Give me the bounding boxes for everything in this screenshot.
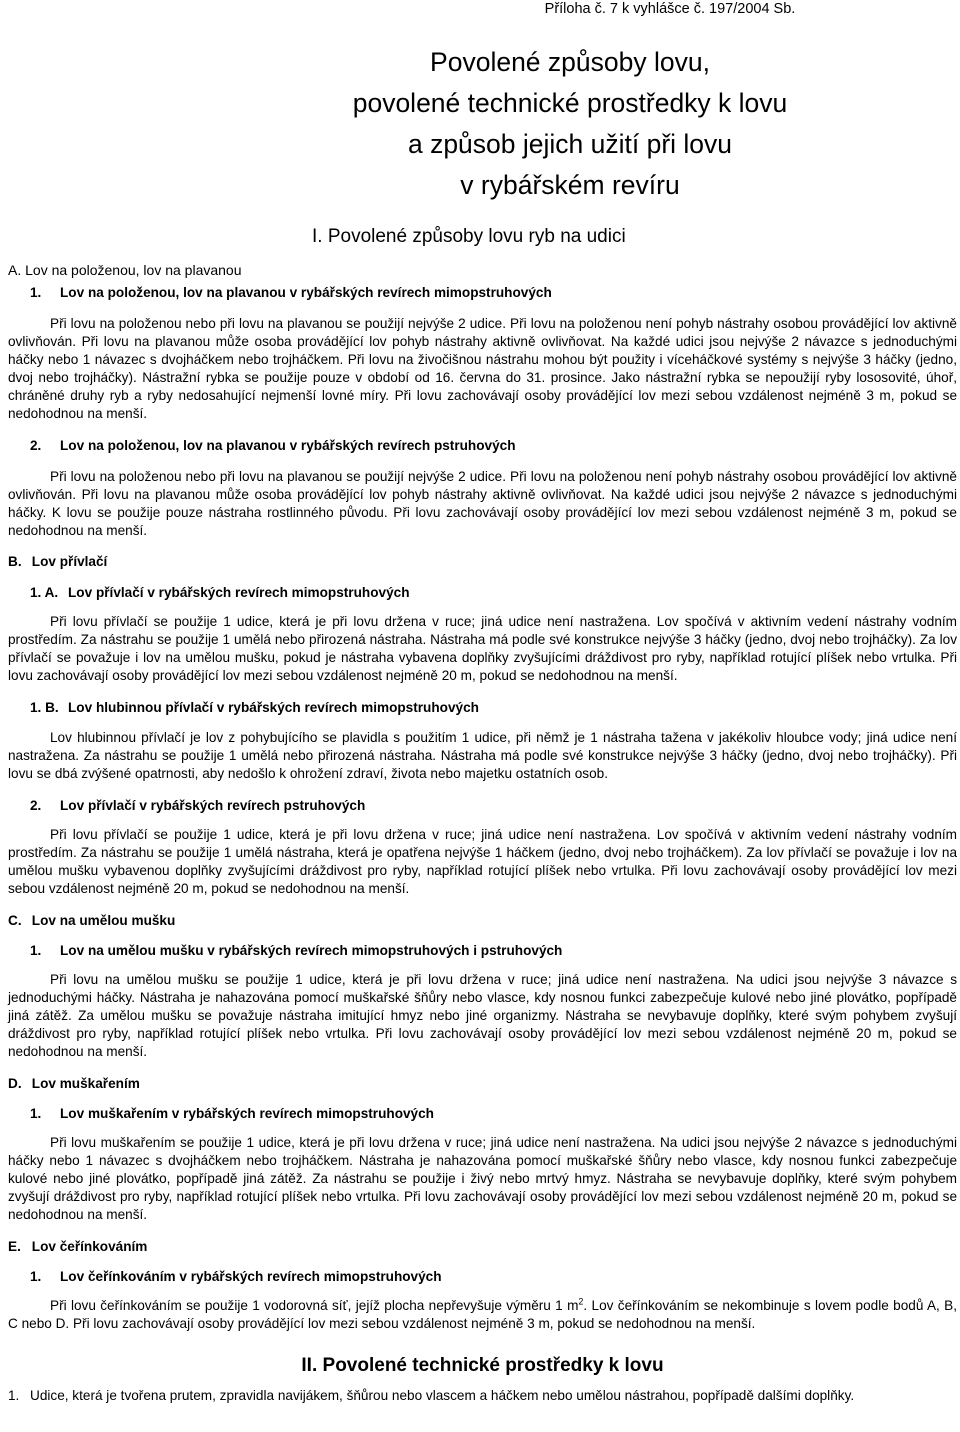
subsection-title: Lov hlubinnou přívlačí v rybářských revírech mimopstruhových	[68, 700, 479, 715]
paragraph: Při lovu přívlačí se použije 1 udice, která je při lovu držena v ruce; jiná udice není nastražena. Lov spočívá v aktivním vedení nástrahy vodním prostředím. Za nástrahu se použije 1 umělá nebo přirozená nástraha. Nástraha má podle své konstrukce nejvýše 3 háčky (jedno, dvoj nebo trojháčky). Za lov přívlačí se považuje i lov na umělou mušku, pokud je nástraha vybavena doplňky zvyšujícími dráždivost pro ryby, například rotující plíšek nebo vrtulka. Při lovu zachovávají osoby provádějící lov mezi sebou vzdálenost nejméně 20 m, pokud se nedohodnou na menší.	[8, 614, 957, 683]
list-item-number: 1.	[8, 1388, 20, 1403]
subsection-number: 1.	[30, 1106, 42, 1121]
subsection-number: 1. A.	[30, 585, 59, 600]
subsection-heading	[8, 699, 957, 717]
section-a-heading: A. Lov na položenou, lov na plavanou	[8, 262, 242, 278]
section-title: Lov čeřínkováním	[31, 1239, 148, 1254]
subsection-heading	[8, 942, 957, 960]
title-line: Povolené způsoby lovu,	[430, 47, 710, 77]
section-title: Lov muškařením	[31, 1076, 140, 1091]
annex-reference: Příloha č. 7 k vyhlášce č. 197/2004 Sb.	[544, 1, 796, 17]
subsection-heading	[8, 584, 957, 602]
subsection-heading	[8, 797, 957, 815]
list-item	[8, 1387, 957, 1405]
section-title: Lov přívlačí	[31, 554, 108, 569]
part-two-heading: II. Povolené technické prostředky k lovu	[301, 1355, 664, 1376]
document-title	[0, 42, 960, 206]
title-line: a způsob jejich užití při lovu	[407, 129, 733, 159]
section-title: Lov na umělou mušku	[31, 913, 176, 928]
section-heading	[8, 1075, 957, 1093]
subsection-title: Lov na položenou, lov na plavanou v rybářských revírech mimopstruhových	[60, 285, 552, 300]
part-one-heading: I. Povolené způsoby lovu ryb na udici	[312, 226, 626, 247]
subsection-title: Lov přívlačí v rybářských revírech mimopstruhových	[68, 585, 410, 600]
paragraph: Při lovu na umělou mušku se použije 1 udice, která je při lovu držena v ruce; jiná udice není nastražena. Na udici jsou nejvýše 3 návazce s jednoduchými háčky. Nástraha je nahazována pomocí muškařské šňůry nebo vlasce, kdy nosnou funkci zabezpečuje kulové nebo jiné plovátko, popřípadě jiná zátěž. Za umělou mušku se považuje nástraha imitující hmyz nebo jiné organizmy. Nástraha se nevybavuje doplňky, které svým pohybem zvyšují dráždivost pro ryby, například rotující plíšek nebo vrtulka. Při lovu zachovávají osoby provádějící lov mezi sebou vzdálenost nejméně 20 m, pokud se nedohodnou na menší.	[8, 972, 957, 1059]
paragraph-text: . Lov čeřínkováním se nekombinuje s lovem podle bodů A, B, C nebo D. Při lovu zachovávají osoby provádějící lov mezi sebou vzdálenost nejméně 3 m, pokud se nedohodnou na menší.	[8, 1298, 957, 1331]
paragraph: Při lovu muškařením se použije 1 udice, která je při lovu držena v ruce; jiná udice není nastražena. Na udici jsou nejvýše 2 návazce s jednoduchými háčky nebo 1 návazec s dvojháčkem nebo trojháčkem. Nástraha je nahazována pomocí muškařské šňůry nebo vlasce, kdy nosnou funkci zabezpečuje kulové nebo jiné plovátko, popřípadě jiná zátěž. Za nástrahu se použije i živý nebo mrtvý hmyz. Nástraha se nevybavuje doplňky, které svým pohybem zvyšují dráždivost pro ryby, například rotující plíšek nebo vrtulka. Při lovu zachovávají osoby provádějící lov mezi sebou vzdálenost nejméně 20 m, pokud se nedohodnou na menší.	[8, 1135, 957, 1222]
list-item-text: Udice, která je tvořena prutem, zpravidla navijákem, šňůrou nebo vlascem a háčkem nebo umělou nástrahou, popřípadě dalšími doplňky.	[30, 1388, 855, 1403]
section-number: B.	[8, 554, 22, 569]
superscript: 2	[578, 1296, 584, 1307]
subsection-heading	[8, 284, 957, 302]
title-line: v rybářském revíru	[460, 170, 680, 200]
section-heading	[8, 912, 957, 930]
document-body	[8, 284, 957, 1405]
subsection-number: 1.	[30, 943, 42, 958]
subsection-title: Lov přívlačí v rybářských revírech pstruhových	[60, 798, 366, 813]
section-heading	[8, 1238, 957, 1256]
section-number: C.	[8, 913, 22, 928]
subsection-heading	[8, 1105, 957, 1123]
paragraph: Při lovu přívlačí se použije 1 udice, která je při lovu držena v ruce; jiná udice není nastražena. Lov spočívá v aktivním vedení nástrahy vodním prostředím. Za nástrahu se použije 1 umělá nástraha, která je opatřena nejvýše 1 háčkem (jedno, dvoj nebo trojháčkem). Za lov přívlačí se považuje i lov na umělou mušku vybavenou doplňky zvyšujícími dráždivost pro ryby, například rotující plíšek nebo vrtulka. Při lovu zachovávají osoby provádějící lov mezi sebou vzdálenost nejméně 20 m, pokud se nedohodnou na menší.	[8, 827, 957, 896]
paragraph-text: Při lovu čeřínkováním se použije 1 vodorovná síť, jejíž plocha nepřevyšuje výměru 1 m	[50, 1298, 579, 1313]
subsection-title: Lov čeřínkováním v rybářských revírech mimopstruhových	[60, 1269, 442, 1284]
subsection-number: 1.	[30, 285, 42, 300]
paragraph: Lov hlubinnou přívlačí je lov z pohybujícího se plavidla s použitím 1 udice, při němž je 1 nástraha tažena v jakékoliv hloubce vody; jiná udice není nastražena. Za nástrahu se použije 1 umělá nebo přirozená nástraha. Nástraha má podle své konstrukce nejvýše 3 háčky (jedno, dvoj nebo trojháčky). Při lovu se dbá zvýšené opatrnosti, aby nedošlo k ohrožení zdraví, života nebo majetku ostatních osob.	[8, 730, 957, 781]
title-line: povolené technické prostředky k lovu	[352, 88, 788, 118]
subsection-number: 1. B.	[30, 700, 59, 715]
subsection-title: Lov na umělou mušku v rybářských revírech mimopstruhových i pstruhových	[60, 943, 563, 958]
subsection-title: Lov na položenou, lov na plavanou v rybářských revírech pstruhových	[60, 438, 516, 453]
section-number: D.	[8, 1076, 22, 1091]
section-number: E.	[8, 1239, 21, 1254]
subsection-number: 2.	[30, 438, 42, 453]
section-heading	[8, 553, 957, 571]
subsection-title: Lov muškařením v rybářských revírech mimopstruhových	[60, 1106, 434, 1121]
subsection-number: 1.	[30, 1269, 42, 1284]
subsection-heading	[8, 1268, 957, 1286]
subsection-heading	[8, 437, 957, 455]
paragraph: Při lovu na položenou nebo při lovu na plavanou se použijí nejvýše 2 udice. Při lovu na položenou není pohyb nástrahy osobou provádějící lov aktivně ovlivňován. Při lovu na plavanou může osoba provádějící lov pohyb nástrahy aktivně ovlivňovat. Na každé udici jsou nejvýše 2 návazce s jednoduchými háčky nebo 1 návazec s dvojháčkem nebo trojháčkem. Při lovu na živočišnou nástrahu mohou být použity i víceháčkové systémy s nejvýše 3 háčky (jedno, dvoj nebo trojháčky). Nástražní rybka se použije pouze v období od 16. června do 31. prosince. Jako nástražní rybka se nepoužijí ryby lososovité, úhoř, chráněné druhy ryb a ryby nedosahující nejmenší lovné míry. Při lovu zachovávají osoby provádějící lov mezi sebou vzdálenost nejméně 3 m, pokud se nedohodnou na menší.	[8, 316, 957, 421]
subsection-number: 2.	[30, 798, 42, 813]
paragraph: Při lovu na položenou nebo při lovu na plavanou se použijí nejvýše 2 udice. Při lovu na položenou není pohyb nástrahy osobou provádějící lov aktivně ovlivňován. Při lovu na plavanou může osoba provádějící lov pohyb nástrahy aktivně ovlivňovat. Na každé udici jsou nejvýše 2 návazce s jednoduchými háčky. K lovu se použije pouze nástraha rostlinného původu. Při lovu zachovávají osoby provádějící lov mezi sebou vzdálenost nejméně 3 m, pokud se nedohodnou na menší.	[8, 469, 957, 538]
paragraph	[8, 1297, 957, 1333]
